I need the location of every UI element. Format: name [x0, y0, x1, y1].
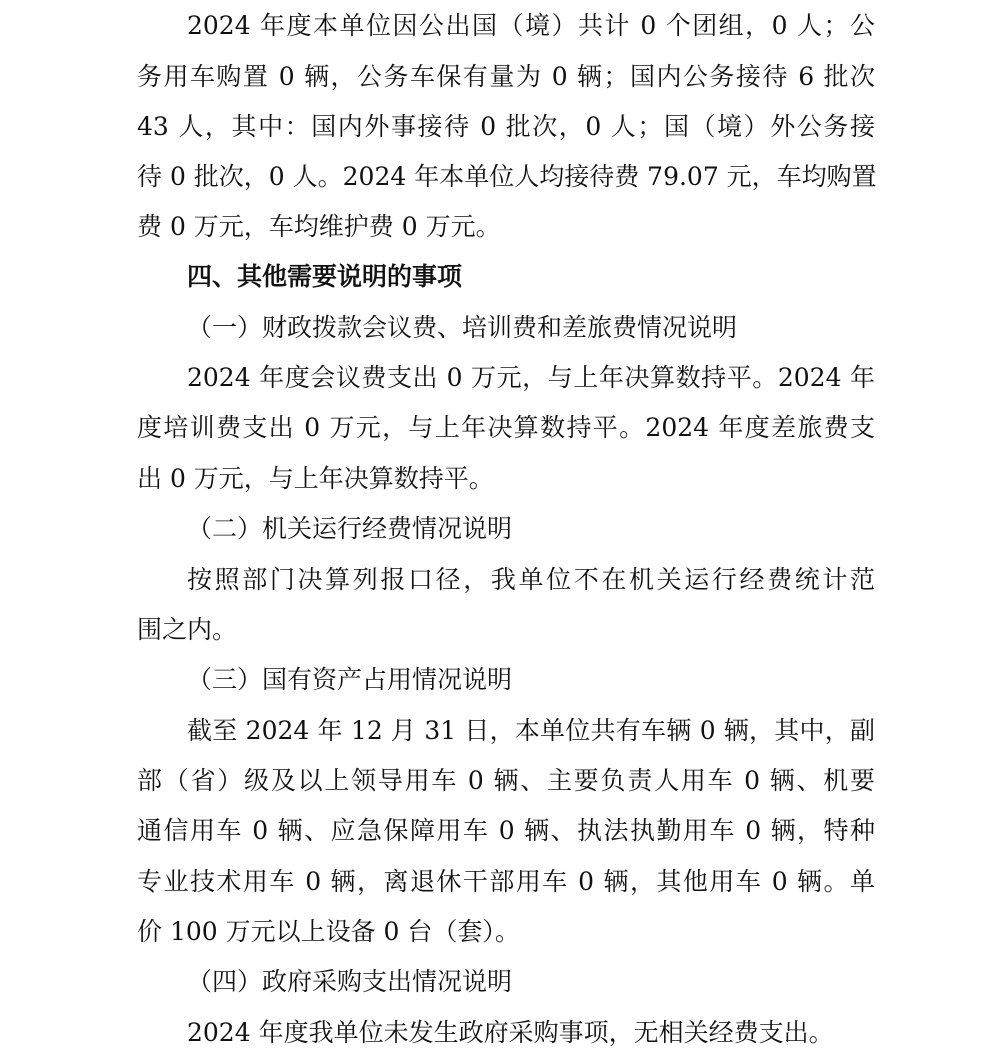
subsection-title-government-procurement: （四）政府采购支出情况说明 — [187, 967, 513, 996]
text-line: 43 人，其中：国内外事接待 0 批次，0 人；国（境）外公务接 — [137, 112, 875, 141]
text-line: 度培训费支出 0 万元，与上年决算数持平。2024 年度差旅费支 — [137, 413, 875, 442]
text-line: 部（省）级及以上领导用车 0 辆、主要负责人用车 0 辆、机要 — [137, 766, 875, 795]
text-line: 务用车购置 0 辆，公务车保有量为 0 辆；国内公务接待 6 批次 — [137, 62, 875, 91]
subsection-title-meeting-training-travel: （一）财政拨款会议费、培训费和差旅费情况说明 — [187, 313, 738, 342]
text-line: 通信用车 0 辆、应急保障用车 0 辆、执法执勤用车 0 辆，特种 — [137, 816, 875, 845]
text-line: 按照部门决算列报口径，我单位不在机关运行经费统计范 — [187, 565, 875, 594]
text-line: 价 100 万元以上设备 0 台（套）。 — [137, 917, 520, 946]
section-heading: 四、其他需要说明的事项 — [187, 262, 463, 291]
subsection-title-state-assets: （三）国有资产占用情况说明 — [187, 665, 513, 694]
text-line: 出 0 万元，与上年决算数持平。 — [137, 464, 494, 493]
text-line: 专业技术用车 0 辆，离退休干部用车 0 辆，其他用车 0 辆。单 — [137, 867, 875, 896]
subsection-title-operating-expenses: （二）机关运行经费情况说明 — [187, 514, 513, 543]
text-line: 2024 年度本单位因公出国（境）共计 0 个团组，0 人；公 — [187, 11, 875, 40]
text-line: 费 0 万元，车均维护费 0 万元。 — [137, 212, 501, 241]
text-line: 2024 年度我单位未发生政府采购事项，无相关经费支出。 — [187, 1018, 834, 1047]
text-line: 截至 2024 年 12 月 31 日，本单位共有车辆 0 辆，其中，副 — [187, 716, 875, 745]
text-line: 待 0 批次，0 人。2024 年本单位人均接待费 79.07 元，车均购置 — [137, 162, 877, 191]
text-line: 围之内。 — [137, 615, 238, 644]
text-line: 2024 年度会议费支出 0 万元，与上年决算数持平。2024 年 — [187, 363, 875, 392]
